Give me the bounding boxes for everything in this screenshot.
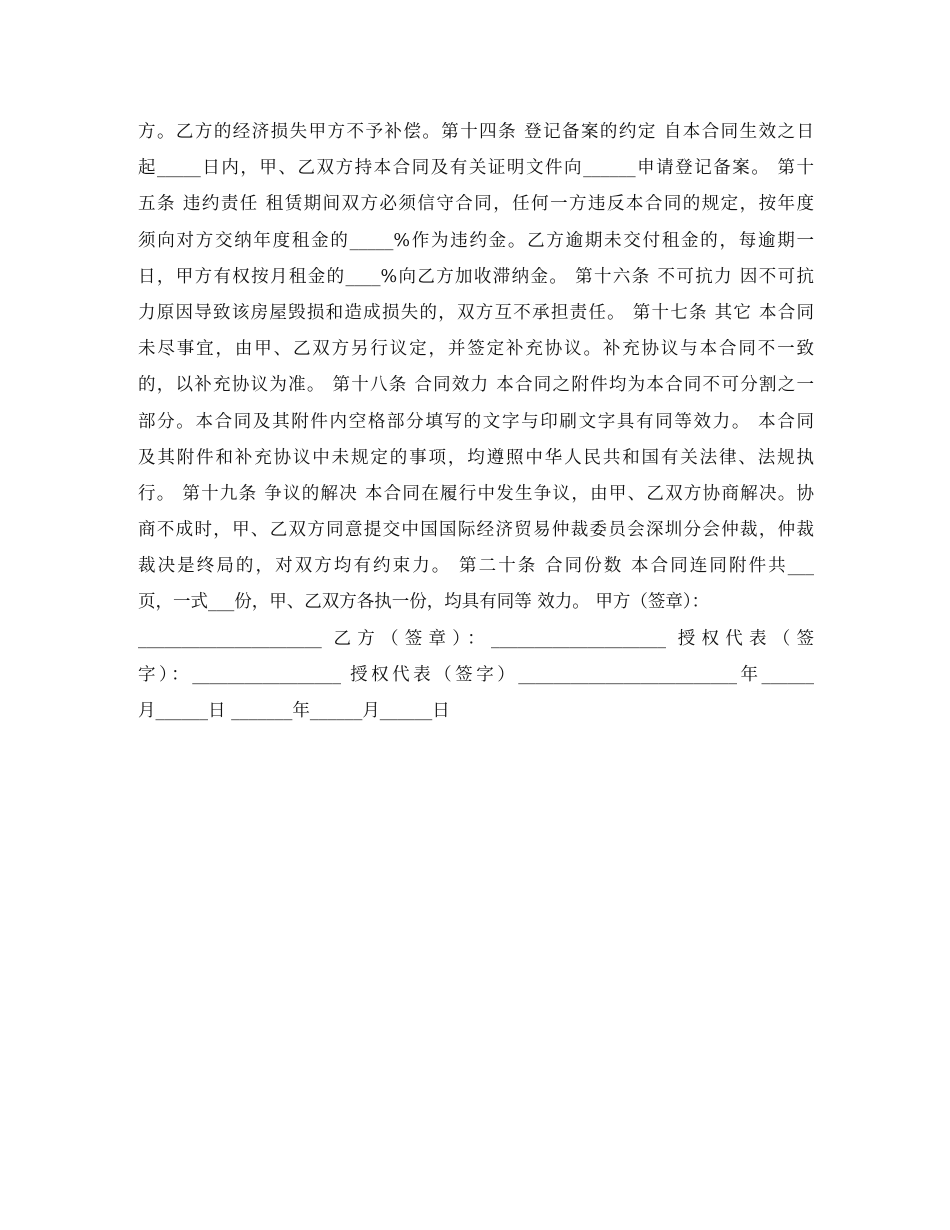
text-line-9: 部分。本合同及其附件内空格部分填写的文字与印刷文字具有同等效力。 本合同 xyxy=(138,411,814,432)
text-line-1: 方。乙方的经济损失甲方不予补偿。第十四条 登记备案的约定 自本合同生效之日 xyxy=(138,122,814,142)
text-line-14: 页，一式___份，甲、乙双方各执一份，均具有同等 效力。 甲方（签章）： xyxy=(138,592,710,613)
text-line-7: 未尽事宜，由甲、乙双方另行议定，并签定补充协议。补充协议与本合同不一致 xyxy=(138,339,814,360)
text-line-17: 月______日 _______年______月______日 xyxy=(138,701,450,721)
text-line-6: 力原因导致该房屋毁损和造成损失的，双方互不承担责任。 第十七条 其它 本合同 xyxy=(138,302,814,323)
text-line-2: 起_____日内，甲、乙双方持本合同及有关证明文件向______申请登记备案。 第十 xyxy=(138,158,814,179)
contract-body-text xyxy=(138,114,814,729)
text-line-16: 字）：_________________ 授权代表（签字）_________________________年______ xyxy=(138,664,814,685)
text-line-8: 的，以补充协议为准。 第十八条 合同效力 本合同之附件均为本合同不可分割之一 xyxy=(138,375,814,396)
text-line-13: 裁决是终局的，对双方均有约束力。 第二十条 合同份数 本合同连同附件共___ xyxy=(138,556,814,577)
text-line-5: 日，甲方有权按月租金的____%向乙方加收滞纳金。 第十六条 不可抗力 因不可抗 xyxy=(138,266,814,287)
text-line-11: 行。 第十九条 争议的解决 本合同在履行中发生争议，由甲、乙双方协商解决。协 xyxy=(138,483,814,504)
text-line-12: 商不成时，甲、乙双方同意提交中国国际经济贸易仲裁委员会深圳分会仲裁，仲裁 xyxy=(138,520,814,541)
text-line-10: 及其附件和补充协议中未规定的事项，均遵照中华人民共和国有关法律、法规执 xyxy=(138,447,814,468)
text-line-4: 须向对方交纳年度租金的_____%作为违约金。乙方逾期未交付租金的，每逾期一 xyxy=(138,230,814,251)
text-line-3: 五条 违约责任 租赁期间双方必须信守合同，任何一方违反本合同的规定，按年度 xyxy=(138,194,814,215)
text-line-15: _____________________ 乙方（签章）：____________________ 授权代表（签 xyxy=(138,628,814,649)
